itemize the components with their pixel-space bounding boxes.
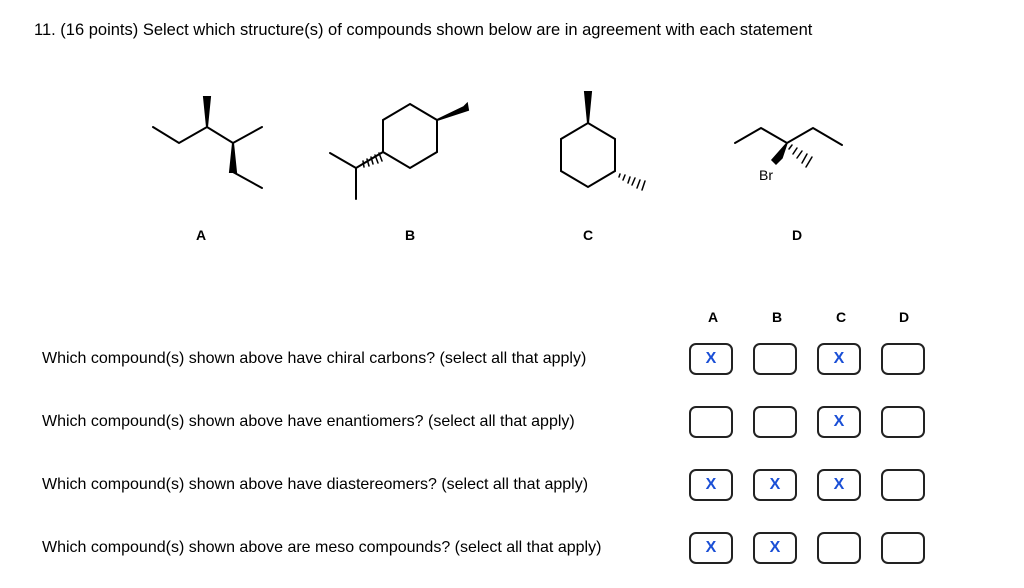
- structure-d-skeleton: [735, 128, 842, 167]
- checkbox-chiral-d[interactable]: [881, 343, 925, 375]
- structure-a-label: A: [195, 227, 207, 243]
- question-diastereomers: Which compound(s) shown above have diastereomers? (select all that apply): [42, 476, 589, 493]
- checkbox-chiral-a[interactable]: X: [689, 343, 733, 375]
- checkbox-enantiomers-b[interactable]: [753, 406, 797, 438]
- checkbox-meso-c[interactable]: [817, 532, 861, 564]
- checkbox-diastereomers-b[interactable]: X: [753, 469, 797, 501]
- checkbox-meso-d[interactable]: [881, 532, 925, 564]
- checkbox-diastereomers-d[interactable]: [881, 469, 925, 501]
- structure-d-label: D: [791, 227, 803, 243]
- checkbox-diastereomers-a[interactable]: X: [689, 469, 733, 501]
- structure-d-bromine: Br: [759, 167, 773, 183]
- structure-c-skeleton: [561, 92, 645, 190]
- column-header-c: C: [835, 309, 847, 325]
- structure-c-label: C: [582, 227, 594, 243]
- question-enantiomers: Which compound(s) shown above have enantiomers? (select all that apply): [42, 413, 575, 430]
- checkbox-enantiomers-c[interactable]: X: [817, 406, 861, 438]
- structure-a-skeleton: [153, 97, 262, 188]
- question-meso: Which compound(s) shown above are meso compounds? (select all that apply): [42, 539, 602, 556]
- checkbox-meso-a[interactable]: X: [689, 532, 733, 564]
- checkbox-enantiomers-d[interactable]: [881, 406, 925, 438]
- checkbox-diastereomers-c[interactable]: X: [817, 469, 861, 501]
- column-header-a: A: [707, 309, 719, 325]
- checkbox-chiral-b[interactable]: [753, 343, 797, 375]
- structure-b-label: B: [404, 227, 416, 243]
- question-title: 11. (16 points) Select which structure(s) of compounds shown below are in agreement with each statement: [34, 21, 813, 39]
- structure-b-skeleton: [330, 104, 468, 199]
- question-chiral-carbons: Which compound(s) shown above have chiral carbons? (select all that apply): [42, 350, 587, 367]
- checkbox-meso-b[interactable]: X: [753, 532, 797, 564]
- column-header-d: D: [898, 309, 910, 325]
- checkbox-chiral-c[interactable]: X: [817, 343, 861, 375]
- checkbox-enantiomers-a[interactable]: [689, 406, 733, 438]
- column-header-b: B: [771, 309, 783, 325]
